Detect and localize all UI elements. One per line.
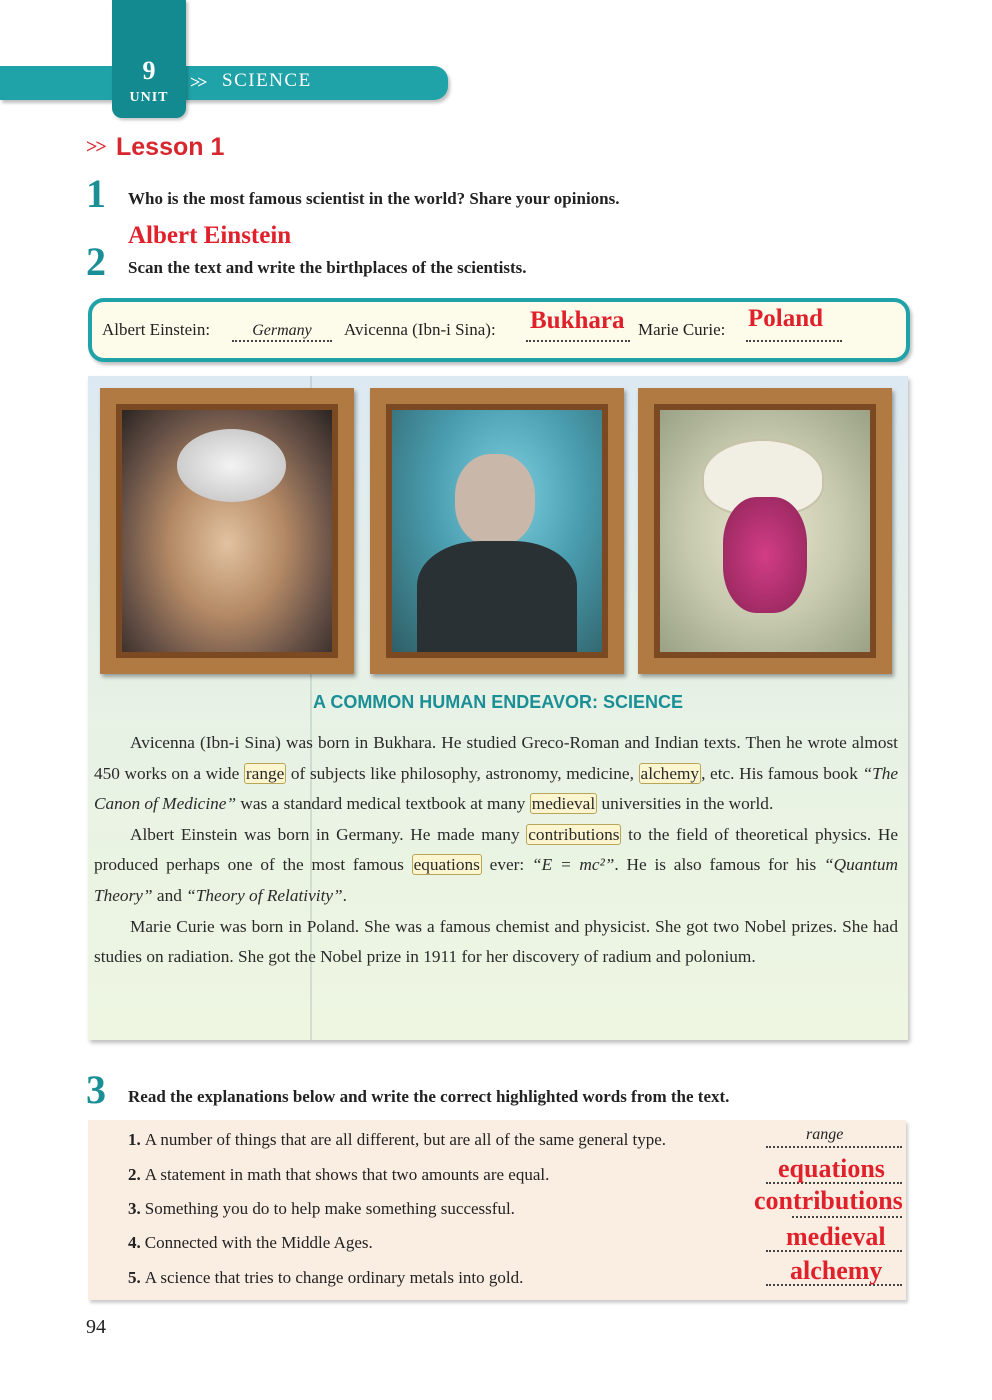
book-title: “The Canon of Medicine”	[94, 763, 899, 814]
unit-badge	[112, 0, 186, 118]
formula: “E = mc²”	[532, 855, 615, 875]
list-item: 2. A statement in math that shows that two amounts are equal.	[128, 1165, 550, 1184]
paragraph-avicenna: Avicenna (Ibn-i Sina) was born in Bukhara. He studied Greco-Roman and Indian texts. Then he wrote almost 450 works on a wide range of subjects like philosophy, astronomy, medicine, alchemy , etc. His famous book “The Canon of Medicine” was a standard medical textbook at many medieval universities in the world.	[94, 733, 899, 814]
unit-number: 9	[142, 56, 156, 85]
list-item: 4. Connected with the Middle Ages.	[128, 1233, 373, 1252]
page-number: 94	[86, 1316, 106, 1338]
einstein-answer: Germany	[252, 322, 312, 339]
einstein-label: Albert Einstein:	[102, 320, 211, 339]
highlight-medieval: medieval	[531, 794, 596, 814]
unit-title: SCIENCE	[222, 70, 312, 91]
answer-3: contributions	[754, 1186, 903, 1215]
portrait-frame-avicenna	[638, 388, 892, 674]
list-item: 1. A number of things that are all different, but are all of the same general type.	[128, 1130, 667, 1149]
portrait-frame-curie	[370, 388, 624, 674]
answer-4: medieval	[786, 1222, 886, 1251]
einstein-portrait-image	[122, 410, 332, 652]
chevron-right-icon: >>	[190, 72, 205, 92]
lesson-title: Lesson 1	[116, 133, 225, 161]
avicenna-portrait-image	[660, 410, 870, 652]
portrait-frame-einstein	[100, 388, 354, 674]
answer-blank-1[interactable]	[766, 1146, 902, 1148]
highlight-range: range	[245, 763, 285, 783]
reading-text	[94, 728, 898, 973]
avicenna-answer: Bukhara	[530, 307, 625, 334]
list-item: 5. A science that tries to change ordinary metals into gold.	[128, 1268, 524, 1287]
avicenna-label: Avicenna (Ibn-i Sina):	[344, 320, 496, 339]
task-3-number: 3	[86, 1067, 106, 1112]
reading-title: A COMMON HUMAN ENDEAVOR: SCIENCE	[312, 692, 683, 712]
curie-answer: Poland	[748, 305, 824, 332]
chevron-right-icon: >>	[86, 136, 105, 158]
curie-portrait-image	[392, 410, 602, 652]
highlight-contributions: contributions	[528, 824, 620, 844]
highlight-alchemy: alchemy	[640, 763, 700, 783]
task-1-instruction: Who is the most famous scientist in the world? Share your opinions.	[128, 189, 620, 208]
birthplaces-box	[88, 298, 910, 362]
task-1-answer: Albert Einstein	[128, 222, 292, 249]
highlight-equations: equations	[413, 855, 480, 875]
answer-1: range	[806, 1126, 844, 1143]
answer-blank-3[interactable]	[792, 1216, 902, 1218]
answer-2: equations	[778, 1154, 885, 1183]
task-2-instruction: Scan the text and write the birthplaces of the scientists.	[128, 258, 527, 277]
paragraph-curie: Marie Curie was born in Poland. She was a famous chemist and physicist. She got two Nobel prizes. She had studies on radiation. She got the Nobel prize in 1911 for her discovery of radium and polonium.	[94, 916, 898, 967]
theory-of-relativity: “Theory of Relativity”	[186, 885, 343, 905]
answer-5: alchemy	[790, 1256, 883, 1285]
paragraph-einstein: Albert Einstein was born in Germany. He made many contributions to the field of theoretical physics. He produced perhaps one of the most famous equations ever: “E = mc²”. He is also famous for his “Quantum Theory” and “Theory of Relativity”.	[94, 824, 898, 905]
task-1-number: 1	[86, 171, 106, 216]
curie-label: Marie Curie:	[638, 320, 726, 339]
task-2-number: 2	[86, 239, 106, 284]
quantum-theory: “Quantum Theory”	[94, 855, 898, 905]
list-item: 3. Something you do to help make something successful.	[128, 1199, 515, 1218]
unit-label: UNIT	[129, 90, 169, 105]
reading-panel	[88, 376, 908, 1040]
einstein-answer-field[interactable]	[232, 320, 332, 342]
task-3-instruction: Read the explanations below and write the correct highlighted words from the text.	[128, 1087, 730, 1106]
